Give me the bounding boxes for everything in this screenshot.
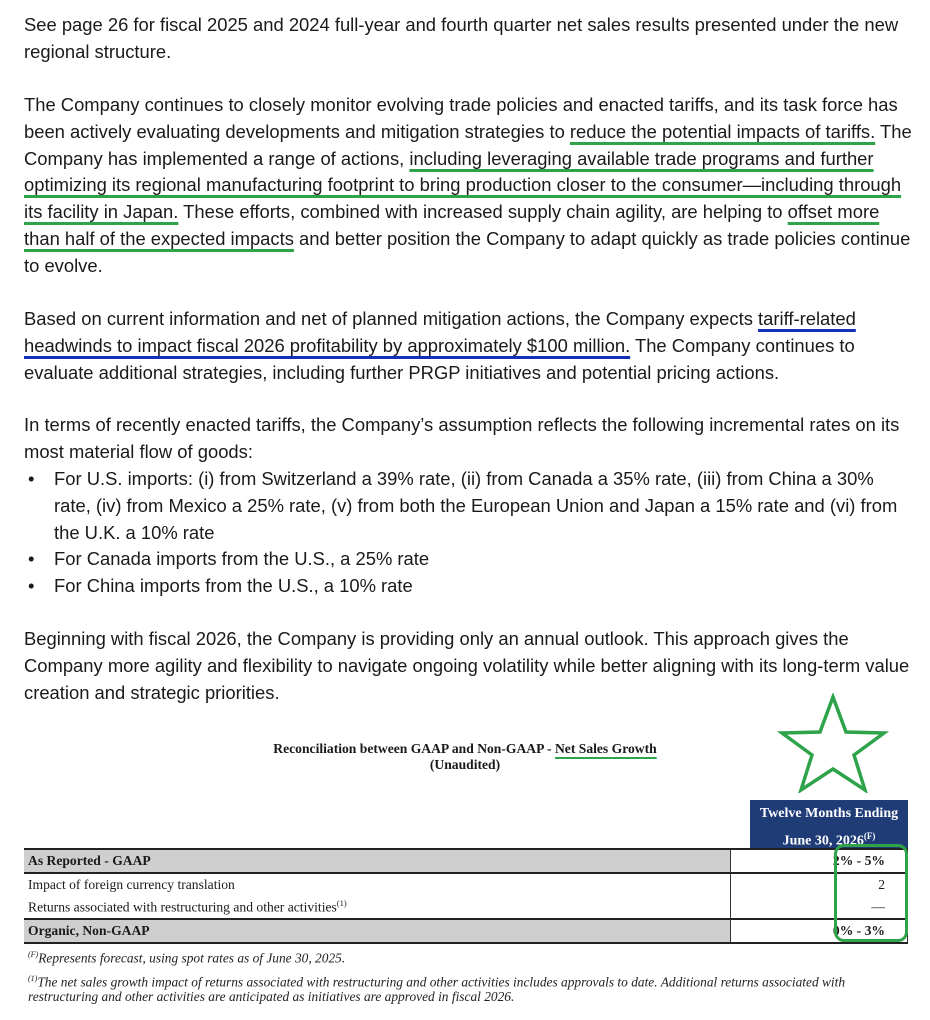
- column-header-line1: Twelve Months Ending: [759, 806, 899, 821]
- footnote-restructuring: [28, 971, 908, 1004]
- paragraph-tariff-mitigation: [24, 92, 914, 280]
- text: The Company continues to closely monitor evolving trade policies and enacted tariffs, and its task force has been actively evaluating developments and mitigation strategies to: [24, 94, 898, 142]
- reconciliation-title: [180, 741, 750, 773]
- table-row: [24, 873, 908, 896]
- bullet-icon: •: [28, 468, 35, 489]
- footnote-forecast: [28, 947, 908, 965]
- highlight-100-million: tariff-related headwinds to impact fiscal 2026 profitability by approximately $100 million.: [24, 308, 856, 356]
- row-label: Impact of foreign currency translation: [24, 873, 731, 896]
- row-value: 0% - 3%: [731, 919, 908, 943]
- row-label-text: Returns associated with restructuring and other activities: [28, 899, 337, 915]
- highlight-offset-impacts: offset more than half of the expected impacts: [24, 201, 880, 249]
- table-row: [24, 896, 908, 919]
- list-item-text: For China imports from the U.S., a 10% rate: [54, 575, 413, 597]
- footnote-text: The net sales growth impact of returns associated with restructuring and other activities includes approvals to date. Additional returns associated with restructuring and other activities are anticipated as initiatives are approved in fiscal 2026.: [28, 974, 846, 1005]
- row-value: 2% - 5%: [731, 849, 908, 873]
- text: These efforts, combined with increased supply chain agility, are helping to: [178, 201, 788, 223]
- paragraph-tariff-headwinds: [24, 306, 914, 386]
- row-label: As Reported - GAAP: [24, 849, 731, 873]
- paragraph-regional-structure: See page 26 for fiscal 2025 and 2024 full-year and fourth quarter net sales results presented under the new regional structure.: [24, 14, 899, 62]
- tariff-rate-list: [24, 466, 914, 600]
- row-value: —: [731, 896, 908, 919]
- row-value: 2: [731, 873, 908, 896]
- recon-subtitle: (Unaudited): [429, 757, 501, 772]
- list-item-text: For Canada imports from the U.S., a 25% rate: [54, 548, 430, 570]
- text: Based on current information and net of planned mitigation actions, the Company expects: [24, 308, 759, 329]
- column-header: [750, 800, 908, 848]
- bullet-icon: •: [28, 548, 35, 570]
- reconciliation-table: [24, 848, 908, 944]
- text: The Company has implemented a range of actions,: [24, 120, 912, 169]
- highlight-reduce-impacts: reduce the potential impacts of tariffs.: [569, 120, 876, 142]
- bullet-icon: •: [28, 575, 35, 597]
- footnote-text: Represents forecast, using spot rates as of June 30, 2025.: [38, 950, 346, 966]
- recon-title-prefix: Reconciliation between GAAP and Non-GAAP -: [273, 741, 555, 756]
- row-label: [24, 896, 731, 919]
- footnote-marker: (1): [28, 974, 38, 983]
- footnote-marker: (F): [28, 950, 39, 959]
- list-item-text: For U.S. imports: (i) from Switzerland a 39% rate, (ii) from Canada a 35% rate, (iii) from China a 30% rate, (iv) from Mexico a 25% rate, (v) from both the European Union and Japan a 15% rate and (vi) from the U.K. a 10% rate: [54, 468, 898, 543]
- highlight-trade-programs: including leveraging available trade programs and further optimizing its regional manufacturing footprint to bring production closer to the consumer—including through its facility in Japan.: [24, 147, 902, 223]
- highlight-box-annotation: [834, 844, 908, 942]
- text: The Company continues to evaluate additional strategies, including further PRGP initiatives and potential pricing actions.: [24, 334, 855, 383]
- paragraph-tariff-rates: In terms of recently enacted tariffs, the Company’s assumption reflects the following incremental rates on its most material flow of goods:: [24, 414, 900, 462]
- star-annotation-icon: [777, 693, 889, 793]
- table-row: [24, 849, 908, 873]
- text: and better position the Company to adapt quickly as trade policies continue to evolve.: [24, 227, 911, 276]
- list-item: [24, 466, 914, 546]
- column-header-line2: June 30, 2026: [782, 833, 864, 849]
- row-label-sup: (1): [336, 898, 347, 909]
- recon-title-highlight: Net Sales Growth: [554, 741, 657, 756]
- list-item: [24, 546, 914, 573]
- row-label: Organic, Non-GAAP: [24, 919, 731, 943]
- table-row: [24, 919, 908, 943]
- paragraph-annual-outlook: Beginning with fiscal 2026, the Company is providing only an annual outlook. This approach gives the Company more agility and flexibility to navigate ongoing volatility while better aligning with its long-term value creation and strategic priorities.: [24, 628, 910, 703]
- column-header-sup: (F): [863, 831, 876, 841]
- list-item: [24, 573, 914, 600]
